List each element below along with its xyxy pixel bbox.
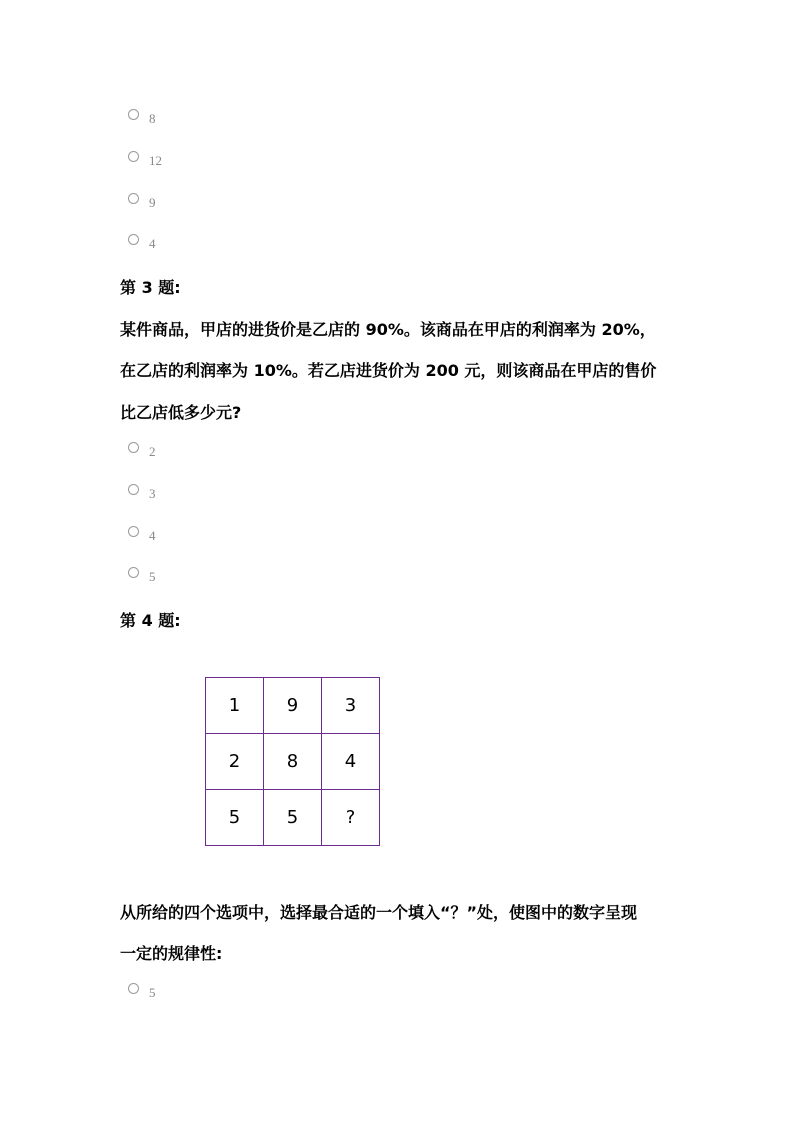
radio-button[interactable] [128,109,139,120]
option-q3-a[interactable] [128,440,156,460]
radio-button[interactable] [128,983,139,994]
question-3-text-line-2: 在乙店的利润率为 10%。若乙店进货价为 200 元，则该商品在甲店的售价 [120,361,657,380]
grid-cell-unknown: ? [322,790,380,846]
option-label: 5 [149,569,156,584]
question-3-text-line-3: 比乙店低多少元? [120,403,242,422]
grid-row [206,678,380,734]
option-label: 9 [149,195,156,210]
option-q2-b[interactable] [128,149,162,169]
grid-cell: 4 [322,734,380,790]
radio-button[interactable] [128,567,139,578]
option-label: 4 [149,528,156,543]
question-3-title: 第 3 题: [120,278,181,297]
option-label: 12 [149,153,162,168]
option-q2-d[interactable] [128,232,156,252]
radio-button[interactable] [128,151,139,162]
grid-cell: 5 [206,790,264,846]
grid-row [206,790,380,846]
option-q2-c[interactable] [128,191,156,211]
radio-button[interactable] [128,526,139,537]
option-label: 3 [149,486,156,501]
radio-button[interactable] [128,484,139,495]
question-4-title: 第 4 题: [120,611,181,630]
grid-cell: 9 [264,678,322,734]
option-q2-a[interactable] [128,107,156,127]
grid-cell: 5 [264,790,322,846]
radio-button[interactable] [128,442,139,453]
grid-cell: 8 [264,734,322,790]
number-grid [205,677,380,846]
grid-cell: 3 [322,678,380,734]
grid-cell: 1 [206,678,264,734]
radio-button[interactable] [128,193,139,204]
option-label: 4 [149,236,156,251]
radio-button[interactable] [128,234,139,245]
option-label: 8 [149,111,156,126]
option-q3-d[interactable] [128,565,156,585]
option-label: 2 [149,444,156,459]
option-label: 5 [149,985,156,1000]
option-q4-a[interactable] [128,981,156,1001]
grid-row [206,734,380,790]
option-q3-c[interactable] [128,524,156,544]
grid-cell: 2 [206,734,264,790]
question-3-text-line-1: 某件商品，甲店的进货价是乙店的 90%。该商品在甲店的利润率为 20%， [120,320,656,339]
option-q3-b[interactable] [128,482,156,502]
question-4-text-line-2: 一定的规律性: [120,944,223,963]
question-4-text-line-1: 从所给的四个选项中，选择最合适的一个填入“？”处，使图中的数字呈现 [120,903,638,922]
